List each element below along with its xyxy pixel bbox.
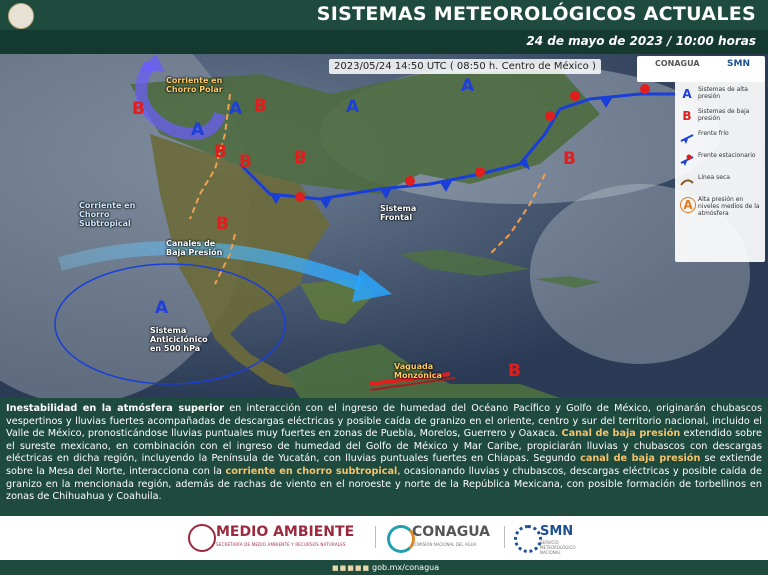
high-pressure-icon: A bbox=[682, 87, 692, 101]
legend-item-stationary bbox=[678, 150, 764, 172]
forecast-body-3: se extiende sobre la Mesa del Norte, interacciona con la bbox=[6, 453, 762, 477]
frontal-system-label: Sistema Frontal bbox=[380, 204, 417, 222]
low-pressure-marker: B bbox=[563, 149, 576, 169]
medio-ambiente-logo: MEDIO AMBIENTE bbox=[216, 524, 355, 540]
conagua-subtitle: COMISIÓN NACIONAL DEL AGUA bbox=[412, 542, 477, 547]
legend-item-high bbox=[678, 84, 764, 106]
medio-ambiente-subtitle: SECRETARÍA DE MEDIO AMBIENTE Y RECURSOS NATURALES bbox=[216, 542, 346, 547]
smn-subtitle: SERVICIO METEOROLÓGICO NACIONAL bbox=[540, 540, 576, 555]
front-semicircle bbox=[405, 176, 415, 186]
logo-divider bbox=[375, 526, 376, 548]
high-pressure-marker: A bbox=[229, 99, 243, 119]
forecast-body-1: en interacción con el ingreso de humedad del Océano Pacífico y Golfo de México, originarán chubascos vespertinos y lluvias fuertes acompañadas de descargas eléctricas y posible caída de granizo en el oriente, centro y sur del territorio nacional, incluido el Valle de México, pronosticándose lluvias puntuales muy fuertes en zonas de Puebla, Morelos, Guerrero y Oaxaca. bbox=[6, 403, 762, 440]
front-semicircle bbox=[570, 91, 580, 101]
dry-line-icon bbox=[680, 175, 694, 189]
front-semicircle bbox=[475, 167, 485, 177]
legend-label: Sistemas de alta presión bbox=[698, 86, 748, 100]
polar-jet-label: Corriente en Chorro Polar bbox=[166, 76, 223, 94]
low-pressure-marker: B bbox=[254, 96, 267, 116]
forecast-text-box bbox=[0, 398, 768, 516]
low-pressure-marker: B bbox=[216, 214, 229, 234]
legend-label: Sistemas de baja presión bbox=[698, 108, 750, 122]
social-icons[interactable]: ■■■■■ bbox=[332, 564, 371, 572]
smn-logo: SMN bbox=[540, 524, 574, 539]
page-title: SISTEMAS METEOROLÓGICOS ACTUALES bbox=[316, 3, 756, 25]
low-pressure-marker: B bbox=[294, 148, 307, 168]
high-pressure-marker: A bbox=[461, 76, 475, 96]
bulletin-datetime: 24 de mayo de 2023 / 10:00 horas bbox=[526, 34, 756, 48]
logo-divider bbox=[504, 526, 505, 548]
date-bar bbox=[0, 30, 768, 54]
smn-logo-small: SMN bbox=[727, 59, 750, 69]
low-pressure-marker: B bbox=[239, 152, 252, 172]
cold-front-icon bbox=[680, 131, 694, 145]
mexico-emblem-icon bbox=[188, 524, 216, 552]
low-pressure-icon: B bbox=[682, 109, 692, 123]
smn-icon bbox=[514, 525, 542, 553]
forecast-head-1: Inestabilidad en la atmósfera superior bbox=[6, 403, 225, 414]
stationary-front-icon bbox=[680, 153, 694, 167]
forecast-head-3: canal de baja presión bbox=[580, 453, 701, 465]
high-pressure-marker: A bbox=[191, 120, 205, 140]
mid-level-high-icon: A bbox=[680, 197, 696, 213]
footer-url[interactable]: gob.mx/conagua bbox=[372, 563, 440, 572]
forecast-head-4: corriente en chorro subtropical bbox=[225, 465, 398, 477]
satellite-timestamp: 2023/05/24 14:50 UTC ( 08:50 h. Centro de México ) bbox=[329, 59, 601, 74]
low-pressure-marker: B bbox=[132, 99, 145, 119]
map-logos bbox=[637, 56, 765, 82]
legend-label: Alta presión en niveles medios de la atmósfera bbox=[698, 196, 760, 217]
monsoon-trough-label: Vaguada Monzónica bbox=[394, 362, 442, 380]
legend-item-dry-line bbox=[678, 172, 764, 194]
low-pressure-marker: B bbox=[508, 361, 521, 381]
front-semicircle bbox=[295, 192, 305, 202]
trough-channels-label: Canales de Baja Presión bbox=[166, 239, 223, 257]
low-pressure-marker: B bbox=[214, 142, 227, 162]
forecast-body-4: , ocasionando lluvias y chubascos, descargas eléctricas y posible caída de granizo en la mencionada región, además de rachas de viento en el noroeste y norte de la República Mexicana, con posible formación de torbellinos en zonas de Chihuahua y Coahuila. bbox=[6, 465, 762, 503]
legend-item-cold-front bbox=[678, 128, 764, 150]
front-semicircle bbox=[640, 84, 650, 94]
front-semicircle bbox=[545, 111, 555, 121]
footer-bar bbox=[0, 560, 768, 575]
high-pressure-marker: A bbox=[346, 97, 360, 117]
satellite-map bbox=[0, 54, 768, 398]
anticyclone-label: Sistema Anticiclónico en 500 hPa bbox=[150, 326, 208, 353]
legend-item-low bbox=[678, 106, 764, 128]
conagua-icon bbox=[387, 525, 415, 553]
high-pressure-marker: A bbox=[155, 298, 169, 318]
emblem-icon bbox=[8, 3, 34, 29]
legend-label: Frente frío bbox=[698, 130, 729, 137]
legend-label: Línea seca bbox=[698, 174, 730, 181]
institution-logos bbox=[0, 516, 768, 560]
legend-item-mid-level-high bbox=[678, 194, 764, 216]
forecast-paragraph bbox=[6, 403, 762, 504]
forecast-body-2: extendido sobre el sureste mexicano, en combinación con el ingreso de humedad del Golfo de México y Mar Caribe, propiciarán lluvias y chubascos con descargas eléctricas en dicha región, incluyendo la Península de Yucatán, con lluvias puntuales fuertes en Chiapas. Segundo bbox=[6, 428, 762, 465]
legend-label: Frente estacionario bbox=[698, 152, 756, 159]
conagua-logo: CONAGUA bbox=[412, 524, 490, 540]
header-bar bbox=[0, 0, 768, 30]
subtropical-jet-label: Corriente en Chorro Subtropical bbox=[79, 201, 136, 228]
forecast-head-2: Canal de baja presión bbox=[561, 428, 681, 440]
map-legend bbox=[675, 80, 765, 262]
conagua-logo-small: CONAGUA bbox=[655, 59, 700, 68]
